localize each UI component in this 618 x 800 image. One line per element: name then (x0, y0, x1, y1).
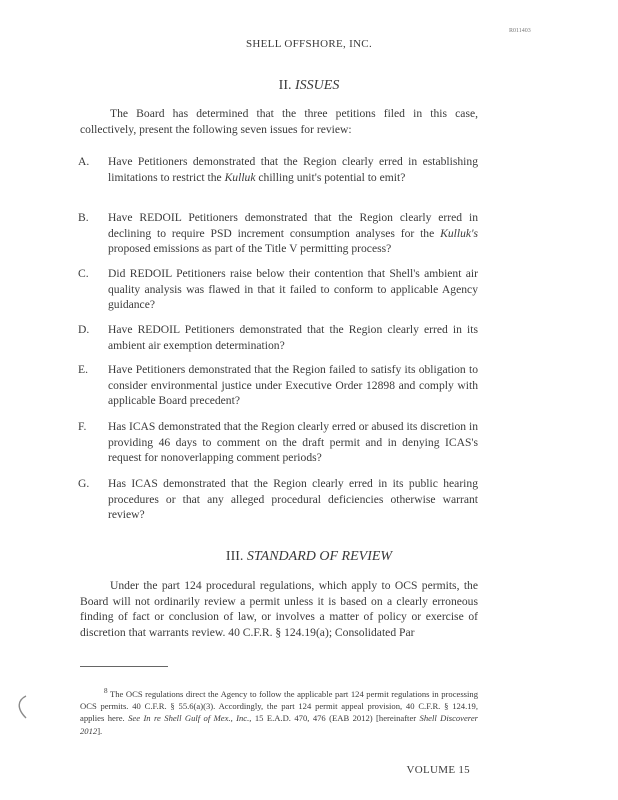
footnote: $^8$ The OCS regulations direct the Agency to follow the applicable part 124 permit regulations in processing OCS permits. 40 C.F.R. § 55.6(a)(3). Accordingly, the part 124 permit appeal provision, 40 C.F.R. § 124.19, applies here. See In re Shell Gulf of Mex., Inc., 15 E.A.D. 470, 476 (EAB 2012) [hereinafter Shell Discoverer 2012]. (80, 687, 479, 736)
issues-heading (0, 78, 618, 94)
running-head: SHELL OFFSHORE, INC. (246, 38, 372, 50)
issue-letter: A. (78, 155, 90, 168)
issue-letter: D. (78, 323, 90, 336)
issues-heading-title: ISSUES (295, 78, 340, 93)
footnote-divider (80, 666, 168, 667)
page-id: R011403 (509, 28, 531, 34)
issue-item: A. Have Petitioners demonstrated that the Region clearly erred in establishing limitations to restrict the Kulluk chilling unit's potential to emit? (78, 155, 478, 184)
standard-heading-title: STANDARD OF REVIEW (246, 549, 393, 564)
margin-bracket-icon (14, 694, 28, 720)
issue-letter: C. (78, 267, 89, 280)
footnote-mark: 8 (104, 687, 108, 695)
issue-letter: G. (78, 477, 90, 490)
issue-item: G. Has ICAS demonstrated that the Region clearly erred in its public hearing procedures or that any alleged procedural deficiencies otherwise warrant review? (78, 477, 478, 522)
standard-heading-number: III. (225, 549, 244, 564)
issue-item: E. Have Petitioners demonstrated that the Region failed to satisfy its obligation to consider environmental justice under Executive Order 12898 and comply with applicable Board precedent? (78, 363, 478, 408)
issues-intro: The Board has determined that the three petitions filed in this case, collectively, present the following seven issues for review: (80, 107, 478, 136)
standard-heading (0, 549, 618, 565)
standard-body: Under the part 124 procedural regulations, which apply to OCS permits, the Board will not ordinarily review a permit unless it is based on a clearly erroneous finding of fact or conclusion of law, or involves a matter of policy or exercise of discretion that warrants review. 40 C.F.R. § 124.19(a); Consolidated Par (80, 579, 478, 640)
issue-letter: F. (78, 420, 87, 433)
issues-heading-number: II. (278, 78, 292, 93)
volume-footer: VOLUME 15 (406, 764, 470, 776)
issue-letter: E. (78, 363, 88, 376)
issue-item: F. Has ICAS demonstrated that the Region clearly erred or abused its discretion in providing 46 days to comment on the draft permit and in denying ICAS's request for nonoverlapping comment periods? (78, 420, 478, 465)
issue-letter: B. (78, 211, 89, 224)
issue-item: B. Have REDOIL Petitioners demonstrated that the Region clearly erred in declining to require PSD increment consumption analyses for the Kulluk's proposed emissions as part of the Title V permitting process? (78, 211, 478, 256)
issue-item: D. Have REDOIL Petitioners demonstrated that the Region clearly erred in its ambient air exemption determination? (78, 323, 478, 352)
issue-item: C. Did REDOIL Petitioners raise below their contention that Shell's ambient air quality analysis was flawed in that it failed to conform to applicable Agency guidance? (78, 267, 478, 312)
